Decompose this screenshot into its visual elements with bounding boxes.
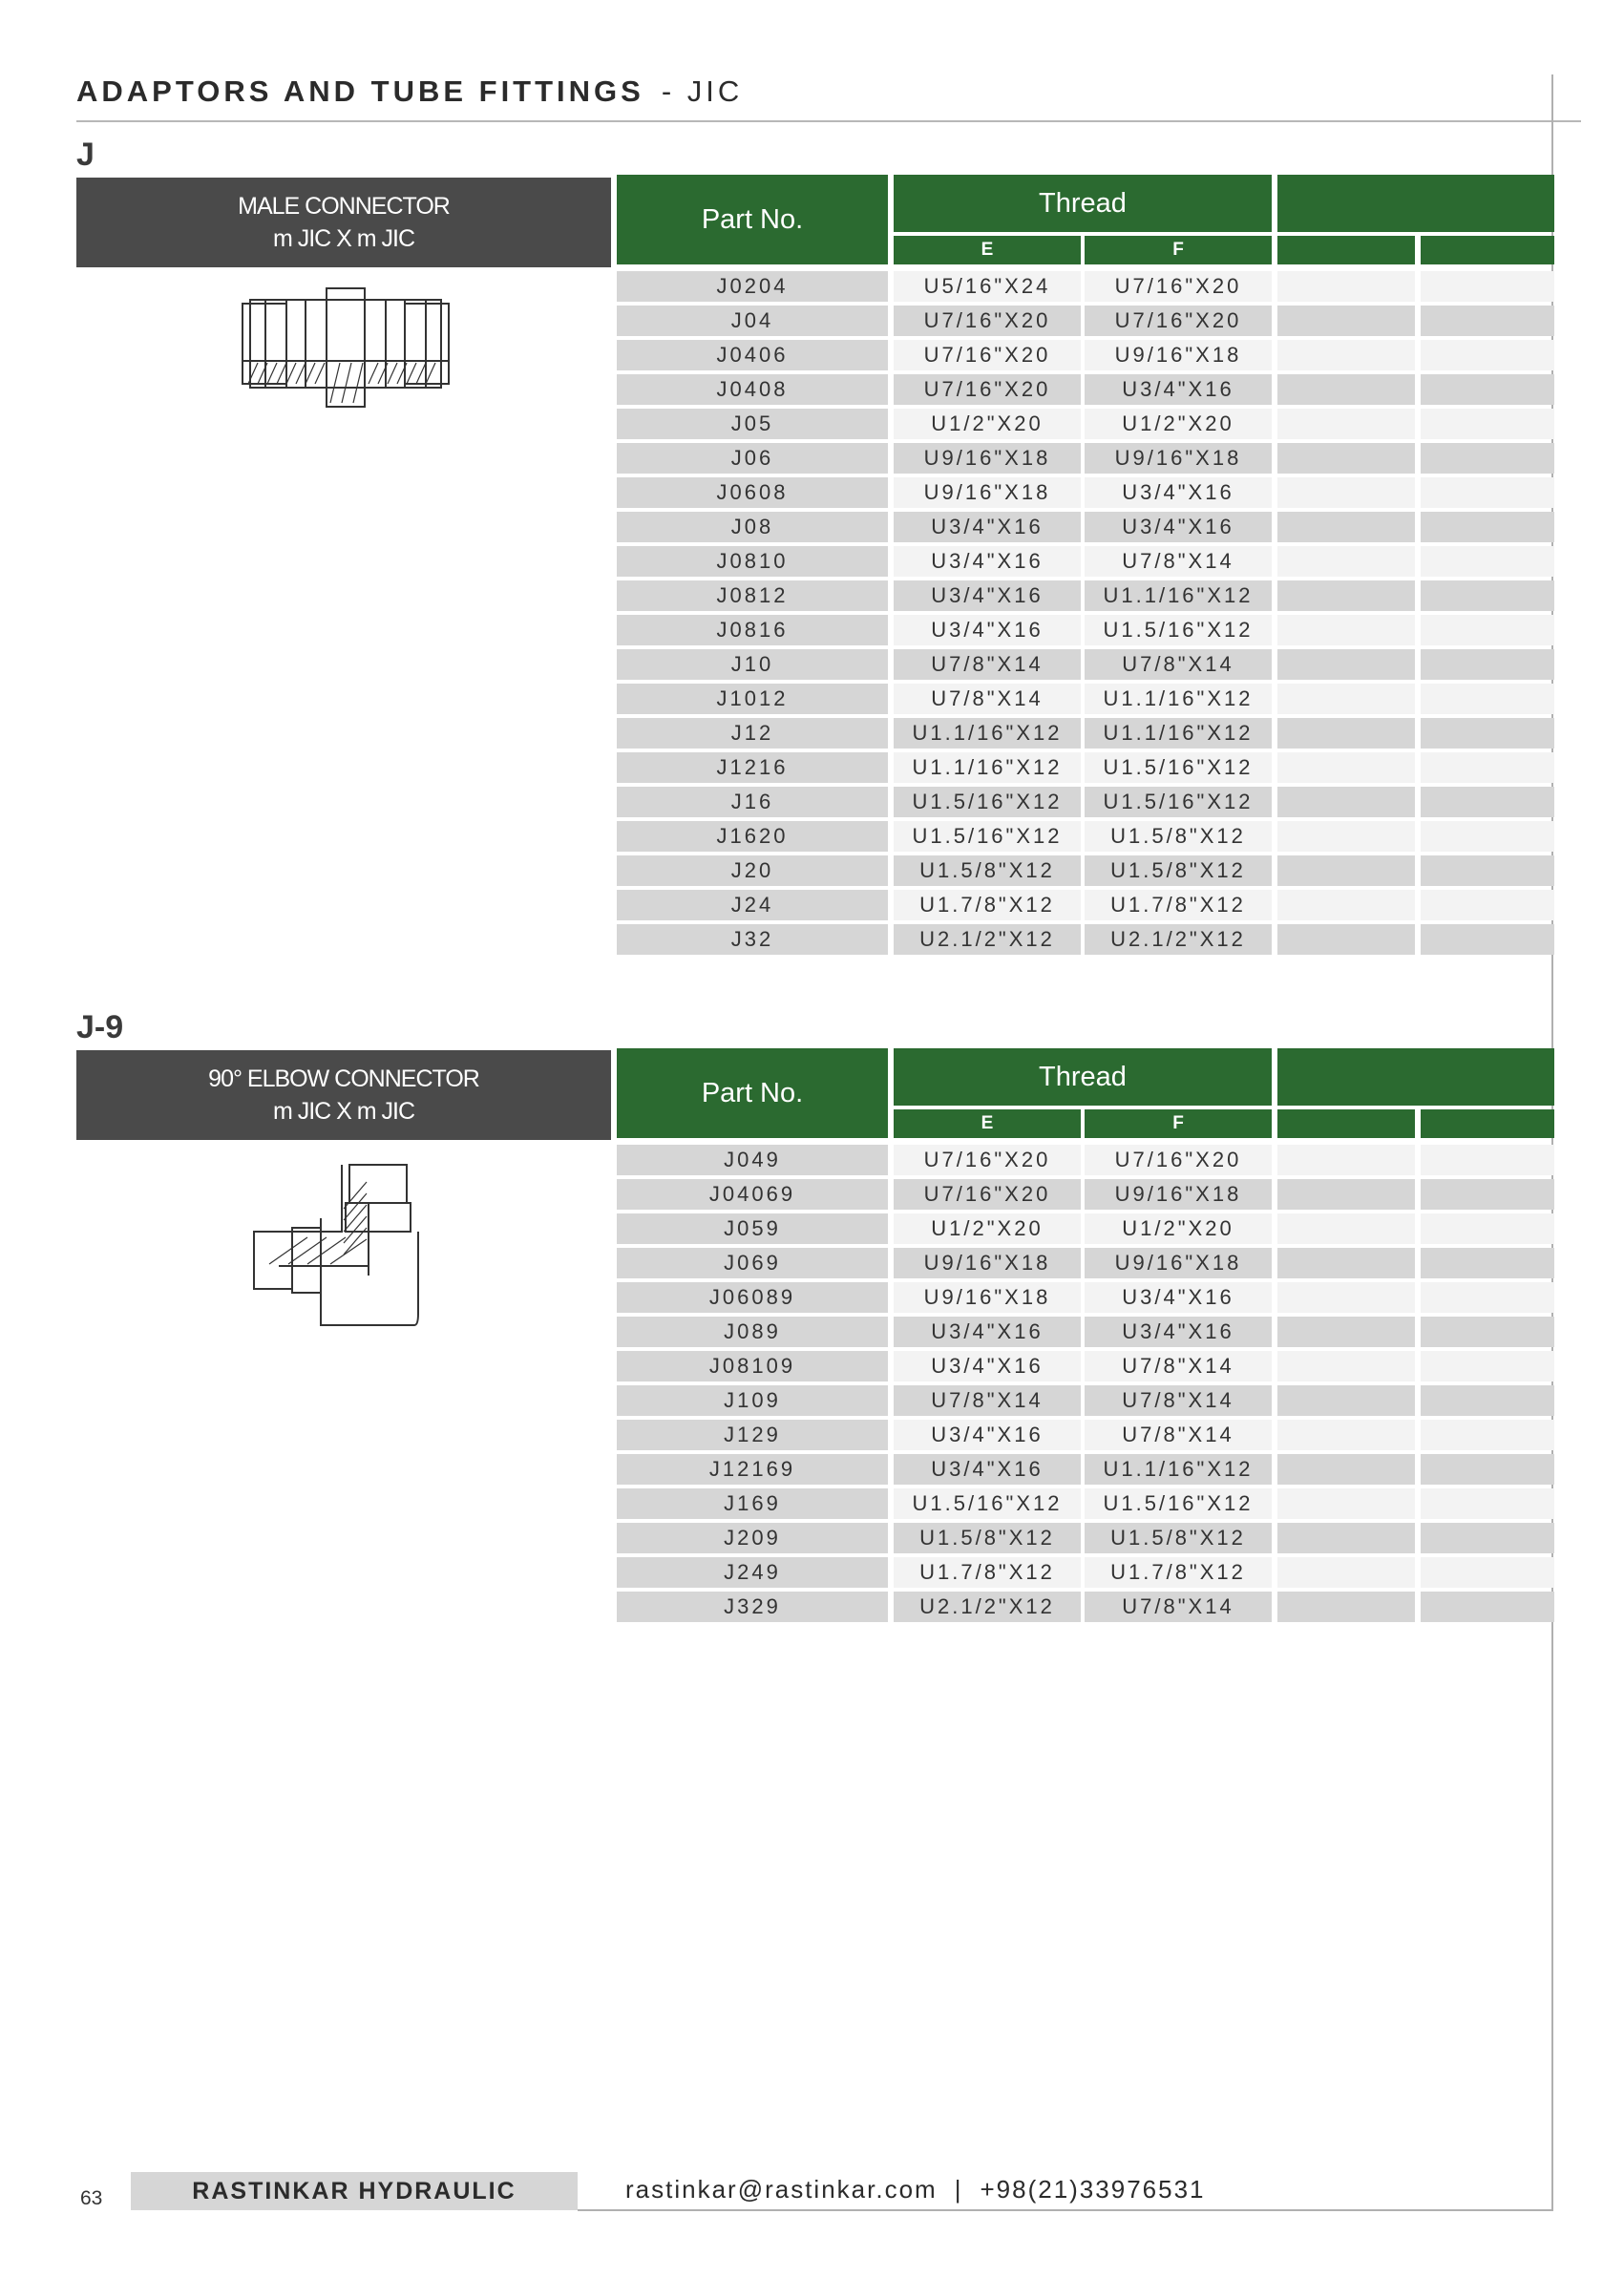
header-e: E bbox=[894, 1109, 1081, 1138]
table-row bbox=[617, 442, 1554, 476]
thread-e-cell: U1.1/16"X12 bbox=[894, 718, 1081, 749]
thread-e-cell: U7/8"X14 bbox=[894, 684, 1081, 714]
page-title-subtitle: - JIC bbox=[661, 74, 744, 108]
table-row bbox=[617, 270, 1554, 305]
thread-f-cell: U7/8"X14 bbox=[1085, 649, 1272, 680]
header-blank-sub bbox=[1421, 236, 1554, 264]
footer-brand: RASTINKAR HYDRAULIC bbox=[131, 2172, 578, 2210]
blank-cell bbox=[1277, 1351, 1415, 1382]
thread-e-cell: U2.1/2"X12 bbox=[894, 924, 1081, 955]
part-no-cell: J209 bbox=[617, 1523, 888, 1553]
blank-cell bbox=[1421, 1213, 1554, 1244]
blank-cell bbox=[1421, 1317, 1554, 1347]
blank-cell bbox=[1421, 855, 1554, 886]
footer-contact bbox=[625, 2175, 1206, 2204]
blank-cell bbox=[1277, 752, 1415, 783]
table-row bbox=[617, 614, 1554, 648]
thread-e-cell: U3/4"X16 bbox=[894, 580, 1081, 611]
thread-f-cell: U3/4"X16 bbox=[1085, 1317, 1272, 1347]
product-name: MALE CONNECTOR bbox=[238, 193, 450, 220]
header-part-no: Part No. bbox=[617, 175, 888, 264]
blank-cell bbox=[1277, 684, 1415, 714]
part-no-cell: J10 bbox=[617, 649, 888, 680]
blank-cell bbox=[1277, 1282, 1415, 1313]
thread-e-cell: U3/4"X16 bbox=[894, 615, 1081, 645]
part-no-cell: J0406 bbox=[617, 340, 888, 370]
blank-cell bbox=[1277, 1523, 1415, 1553]
part-no-cell: J05 bbox=[617, 409, 888, 439]
part-no-cell: J12169 bbox=[617, 1454, 888, 1485]
table-row bbox=[617, 1178, 1554, 1213]
table-row bbox=[617, 889, 1554, 923]
header-part-no: Part No. bbox=[617, 1048, 888, 1138]
part-no-cell: J0408 bbox=[617, 374, 888, 405]
thread-f-cell: U7/16"X20 bbox=[1085, 306, 1272, 336]
header-blank-sub bbox=[1277, 1109, 1415, 1138]
part-no-cell: J04 bbox=[617, 306, 888, 336]
blank-cell bbox=[1277, 1488, 1415, 1519]
blank-cell bbox=[1421, 477, 1554, 508]
thread-f-cell: U3/4"X16 bbox=[1085, 1282, 1272, 1313]
thread-f-cell: U1/2"X20 bbox=[1085, 409, 1272, 439]
thread-f-cell: U1.1/16"X12 bbox=[1085, 1454, 1272, 1485]
thread-f-cell: U1.5/16"X12 bbox=[1085, 615, 1272, 645]
table-row bbox=[617, 408, 1554, 442]
blank-cell bbox=[1277, 409, 1415, 439]
thread-f-cell: U3/4"X16 bbox=[1085, 374, 1272, 405]
table-row bbox=[617, 1247, 1554, 1281]
product-name: 90° ELBOW CONNECTOR bbox=[208, 1065, 479, 1092]
blank-cell bbox=[1277, 1179, 1415, 1210]
thread-f-cell: U7/8"X14 bbox=[1085, 1385, 1272, 1416]
blank-cell bbox=[1421, 1282, 1554, 1313]
thread-e-cell: U7/16"X20 bbox=[894, 1179, 1081, 1210]
part-no-cell: J049 bbox=[617, 1145, 888, 1175]
thread-e-cell: U7/16"X20 bbox=[894, 340, 1081, 370]
blank-cell bbox=[1277, 546, 1415, 577]
footer-separator: | bbox=[954, 2175, 963, 2204]
blank-cell bbox=[1421, 443, 1554, 474]
blank-cell bbox=[1421, 649, 1554, 680]
table-row bbox=[617, 683, 1554, 717]
part-no-cell: J0812 bbox=[617, 580, 888, 611]
thread-f-cell: U7/8"X14 bbox=[1085, 1592, 1272, 1622]
blank-cell bbox=[1277, 443, 1415, 474]
thread-f-cell: U7/8"X14 bbox=[1085, 1420, 1272, 1450]
blank-cell bbox=[1277, 512, 1415, 542]
header-f: F bbox=[1085, 1109, 1272, 1138]
footer-divider bbox=[578, 2209, 1553, 2211]
thread-f-cell: U1.5/16"X12 bbox=[1085, 787, 1272, 817]
blank-cell bbox=[1277, 477, 1415, 508]
table-row bbox=[617, 1556, 1554, 1591]
table-row bbox=[617, 717, 1554, 751]
part-no-cell: J1216 bbox=[617, 752, 888, 783]
thread-e-cell: U1.5/8"X12 bbox=[894, 1523, 1081, 1553]
thread-e-cell: U7/16"X20 bbox=[894, 1145, 1081, 1175]
thread-e-cell: U9/16"X18 bbox=[894, 443, 1081, 474]
part-no-cell: J0816 bbox=[617, 615, 888, 645]
blank-cell bbox=[1277, 787, 1415, 817]
thread-f-cell: U1.5/8"X12 bbox=[1085, 855, 1272, 886]
table-row bbox=[617, 786, 1554, 820]
header-thread: Thread bbox=[894, 1048, 1272, 1106]
table-body bbox=[617, 1144, 1554, 1625]
blank-cell bbox=[1277, 1145, 1415, 1175]
thread-e-cell: U7/8"X14 bbox=[894, 649, 1081, 680]
blank-cell bbox=[1277, 718, 1415, 749]
thread-f-cell: U9/16"X18 bbox=[1085, 1248, 1272, 1278]
blank-cell bbox=[1421, 1385, 1554, 1416]
part-no-cell: J249 bbox=[617, 1557, 888, 1588]
table-row bbox=[617, 923, 1554, 958]
table-row bbox=[617, 1316, 1554, 1350]
footer-email[interactable]: rastinkar@rastinkar.com bbox=[625, 2175, 938, 2204]
part-no-cell: J329 bbox=[617, 1592, 888, 1622]
blank-cell bbox=[1421, 1454, 1554, 1485]
thread-e-cell: U2.1/2"X12 bbox=[894, 1592, 1081, 1622]
table-row bbox=[617, 1350, 1554, 1384]
blank-cell bbox=[1421, 752, 1554, 783]
table-row bbox=[617, 511, 1554, 545]
blank-cell bbox=[1421, 580, 1554, 611]
part-no-cell: J08 bbox=[617, 512, 888, 542]
blank-cell bbox=[1421, 787, 1554, 817]
header-thread: Thread bbox=[894, 175, 1272, 232]
product-box-j bbox=[76, 178, 611, 267]
blank-cell bbox=[1421, 684, 1554, 714]
blank-cell bbox=[1421, 1523, 1554, 1553]
part-no-cell: J06089 bbox=[617, 1282, 888, 1313]
thread-f-cell: U2.1/2"X12 bbox=[1085, 924, 1272, 955]
table-row bbox=[617, 1487, 1554, 1522]
thread-e-cell: U1.5/16"X12 bbox=[894, 1488, 1081, 1519]
thread-f-cell: U7/16"X20 bbox=[1085, 271, 1272, 302]
part-no-cell: J089 bbox=[617, 1317, 888, 1347]
title-divider bbox=[76, 120, 1581, 122]
thread-e-cell: U3/4"X16 bbox=[894, 546, 1081, 577]
section-code-j9: J-9 bbox=[76, 1009, 124, 1045]
thread-f-cell: U1/2"X20 bbox=[1085, 1213, 1272, 1244]
thread-f-cell: U1.7/8"X12 bbox=[1085, 890, 1272, 920]
thread-e-cell: U9/16"X18 bbox=[894, 477, 1081, 508]
blank-cell bbox=[1277, 1557, 1415, 1588]
header-blank bbox=[1277, 175, 1554, 232]
footer-phone: +98(21)33976531 bbox=[980, 2175, 1206, 2204]
table-row bbox=[617, 476, 1554, 511]
thread-e-cell: U9/16"X18 bbox=[894, 1282, 1081, 1313]
blank-cell bbox=[1277, 821, 1415, 852]
product-box-j9 bbox=[76, 1050, 611, 1140]
table-row bbox=[617, 373, 1554, 408]
thread-f-cell: U1.7/8"X12 bbox=[1085, 1557, 1272, 1588]
thread-e-cell: U1/2"X20 bbox=[894, 409, 1081, 439]
thread-f-cell: U3/4"X16 bbox=[1085, 512, 1272, 542]
table-row bbox=[617, 580, 1554, 614]
thread-e-cell: U7/16"X20 bbox=[894, 306, 1081, 336]
blank-cell bbox=[1421, 374, 1554, 405]
blank-cell bbox=[1277, 271, 1415, 302]
thread-e-cell: U1.5/8"X12 bbox=[894, 855, 1081, 886]
table-row bbox=[617, 305, 1554, 339]
product-spec: m JIC X m JIC bbox=[272, 225, 415, 252]
part-no-cell: J04069 bbox=[617, 1179, 888, 1210]
blank-cell bbox=[1277, 1317, 1415, 1347]
thread-f-cell: U1.5/8"X12 bbox=[1085, 1523, 1272, 1553]
thread-e-cell: U9/16"X18 bbox=[894, 1248, 1081, 1278]
parts-table-j bbox=[617, 175, 1554, 958]
header-e: E bbox=[894, 236, 1081, 264]
part-no-cell: J1620 bbox=[617, 821, 888, 852]
blank-cell bbox=[1277, 615, 1415, 645]
part-no-cell: J109 bbox=[617, 1385, 888, 1416]
part-no-cell: J20 bbox=[617, 855, 888, 886]
part-no-cell: J1012 bbox=[617, 684, 888, 714]
table-row bbox=[617, 1144, 1554, 1178]
table-row bbox=[617, 1522, 1554, 1556]
section-code-j: J bbox=[76, 137, 95, 173]
table-row bbox=[617, 1419, 1554, 1453]
blank-cell bbox=[1277, 340, 1415, 370]
blank-cell bbox=[1421, 409, 1554, 439]
blank-cell bbox=[1277, 1248, 1415, 1278]
table-row bbox=[617, 1213, 1554, 1247]
page-title bbox=[76, 74, 743, 109]
part-no-cell: J08109 bbox=[617, 1351, 888, 1382]
blank-cell bbox=[1277, 1213, 1415, 1244]
table-row bbox=[617, 1281, 1554, 1316]
table-row bbox=[617, 545, 1554, 580]
table-row bbox=[617, 1453, 1554, 1487]
thread-f-cell: U1.1/16"X12 bbox=[1085, 718, 1272, 749]
header-f: F bbox=[1085, 236, 1272, 264]
blank-cell bbox=[1277, 1385, 1415, 1416]
blank-cell bbox=[1277, 580, 1415, 611]
part-no-cell: J32 bbox=[617, 924, 888, 955]
thread-f-cell: U7/8"X14 bbox=[1085, 1351, 1272, 1382]
thread-f-cell: U1.5/16"X12 bbox=[1085, 1488, 1272, 1519]
blank-cell bbox=[1277, 890, 1415, 920]
blank-cell bbox=[1277, 649, 1415, 680]
blank-cell bbox=[1421, 924, 1554, 955]
thread-f-cell: U9/16"X18 bbox=[1085, 340, 1272, 370]
male-connector-drawing-icon bbox=[239, 285, 453, 412]
part-no-cell: J24 bbox=[617, 890, 888, 920]
table-row bbox=[617, 854, 1554, 889]
part-no-cell: J12 bbox=[617, 718, 888, 749]
thread-e-cell: U1.5/16"X12 bbox=[894, 821, 1081, 852]
header-blank bbox=[1277, 1048, 1554, 1106]
part-no-cell: J069 bbox=[617, 1248, 888, 1278]
blank-cell bbox=[1421, 546, 1554, 577]
blank-cell bbox=[1277, 855, 1415, 886]
blank-cell bbox=[1421, 1179, 1554, 1210]
table-row bbox=[617, 339, 1554, 373]
part-no-cell: J129 bbox=[617, 1420, 888, 1450]
blank-cell bbox=[1421, 821, 1554, 852]
table-row bbox=[617, 1384, 1554, 1419]
page-title-main: ADAPTORS AND TUBE FITTINGS bbox=[76, 74, 644, 108]
blank-cell bbox=[1277, 924, 1415, 955]
blank-cell bbox=[1421, 340, 1554, 370]
blank-cell bbox=[1277, 1592, 1415, 1622]
thread-e-cell: U1.7/8"X12 bbox=[894, 1557, 1081, 1588]
thread-f-cell: U1.1/16"X12 bbox=[1085, 684, 1272, 714]
part-no-cell: J0608 bbox=[617, 477, 888, 508]
thread-f-cell: U7/8"X14 bbox=[1085, 546, 1272, 577]
thread-e-cell: U3/4"X16 bbox=[894, 512, 1081, 542]
table-row bbox=[617, 1591, 1554, 1625]
thread-f-cell: U1.5/16"X12 bbox=[1085, 752, 1272, 783]
part-no-cell: J0810 bbox=[617, 546, 888, 577]
blank-cell bbox=[1421, 1557, 1554, 1588]
blank-cell bbox=[1421, 512, 1554, 542]
table-row bbox=[617, 751, 1554, 786]
blank-cell bbox=[1277, 1420, 1415, 1450]
part-no-cell: J059 bbox=[617, 1213, 888, 1244]
elbow-connector-drawing-icon bbox=[250, 1161, 422, 1329]
thread-f-cell: U9/16"X18 bbox=[1085, 443, 1272, 474]
thread-f-cell: U9/16"X18 bbox=[1085, 1179, 1272, 1210]
parts-table-j9 bbox=[617, 1048, 1554, 1640]
part-no-cell: J169 bbox=[617, 1488, 888, 1519]
thread-e-cell: U7/16"X20 bbox=[894, 374, 1081, 405]
table-row bbox=[617, 820, 1554, 854]
blank-cell bbox=[1421, 1592, 1554, 1622]
blank-cell bbox=[1421, 1420, 1554, 1450]
thread-e-cell: U7/8"X14 bbox=[894, 1385, 1081, 1416]
thread-e-cell: U3/4"X16 bbox=[894, 1420, 1081, 1450]
thread-e-cell: U3/4"X16 bbox=[894, 1317, 1081, 1347]
blank-cell bbox=[1421, 271, 1554, 302]
thread-e-cell: U1.7/8"X12 bbox=[894, 890, 1081, 920]
thread-e-cell: U3/4"X16 bbox=[894, 1454, 1081, 1485]
blank-cell bbox=[1421, 1488, 1554, 1519]
product-spec: m JIC X m JIC bbox=[272, 1098, 415, 1125]
part-no-cell: J16 bbox=[617, 787, 888, 817]
thread-f-cell: U3/4"X16 bbox=[1085, 477, 1272, 508]
thread-e-cell: U1.5/16"X12 bbox=[894, 787, 1081, 817]
thread-f-cell: U1.1/16"X12 bbox=[1085, 580, 1272, 611]
blank-cell bbox=[1277, 306, 1415, 336]
blank-cell bbox=[1421, 1248, 1554, 1278]
thread-f-cell: U7/16"X20 bbox=[1085, 1145, 1272, 1175]
thread-e-cell: U1/2"X20 bbox=[894, 1213, 1081, 1244]
blank-cell bbox=[1421, 718, 1554, 749]
thread-e-cell: U5/16"X24 bbox=[894, 271, 1081, 302]
blank-cell bbox=[1421, 1351, 1554, 1382]
thread-e-cell: U3/4"X16 bbox=[894, 1351, 1081, 1382]
blank-cell bbox=[1421, 890, 1554, 920]
part-no-cell: J06 bbox=[617, 443, 888, 474]
blank-cell bbox=[1421, 1145, 1554, 1175]
thread-e-cell: U1.1/16"X12 bbox=[894, 752, 1081, 783]
header-blank-sub bbox=[1277, 236, 1415, 264]
blank-cell bbox=[1277, 1454, 1415, 1485]
part-no-cell: J0204 bbox=[617, 271, 888, 302]
blank-cell bbox=[1421, 306, 1554, 336]
thread-f-cell: U1.5/8"X12 bbox=[1085, 821, 1272, 852]
header-blank-sub bbox=[1421, 1109, 1554, 1138]
table-body bbox=[617, 270, 1554, 958]
blank-cell bbox=[1421, 615, 1554, 645]
page-number: 63 bbox=[80, 2187, 103, 2209]
blank-cell bbox=[1277, 374, 1415, 405]
table-row bbox=[617, 648, 1554, 683]
